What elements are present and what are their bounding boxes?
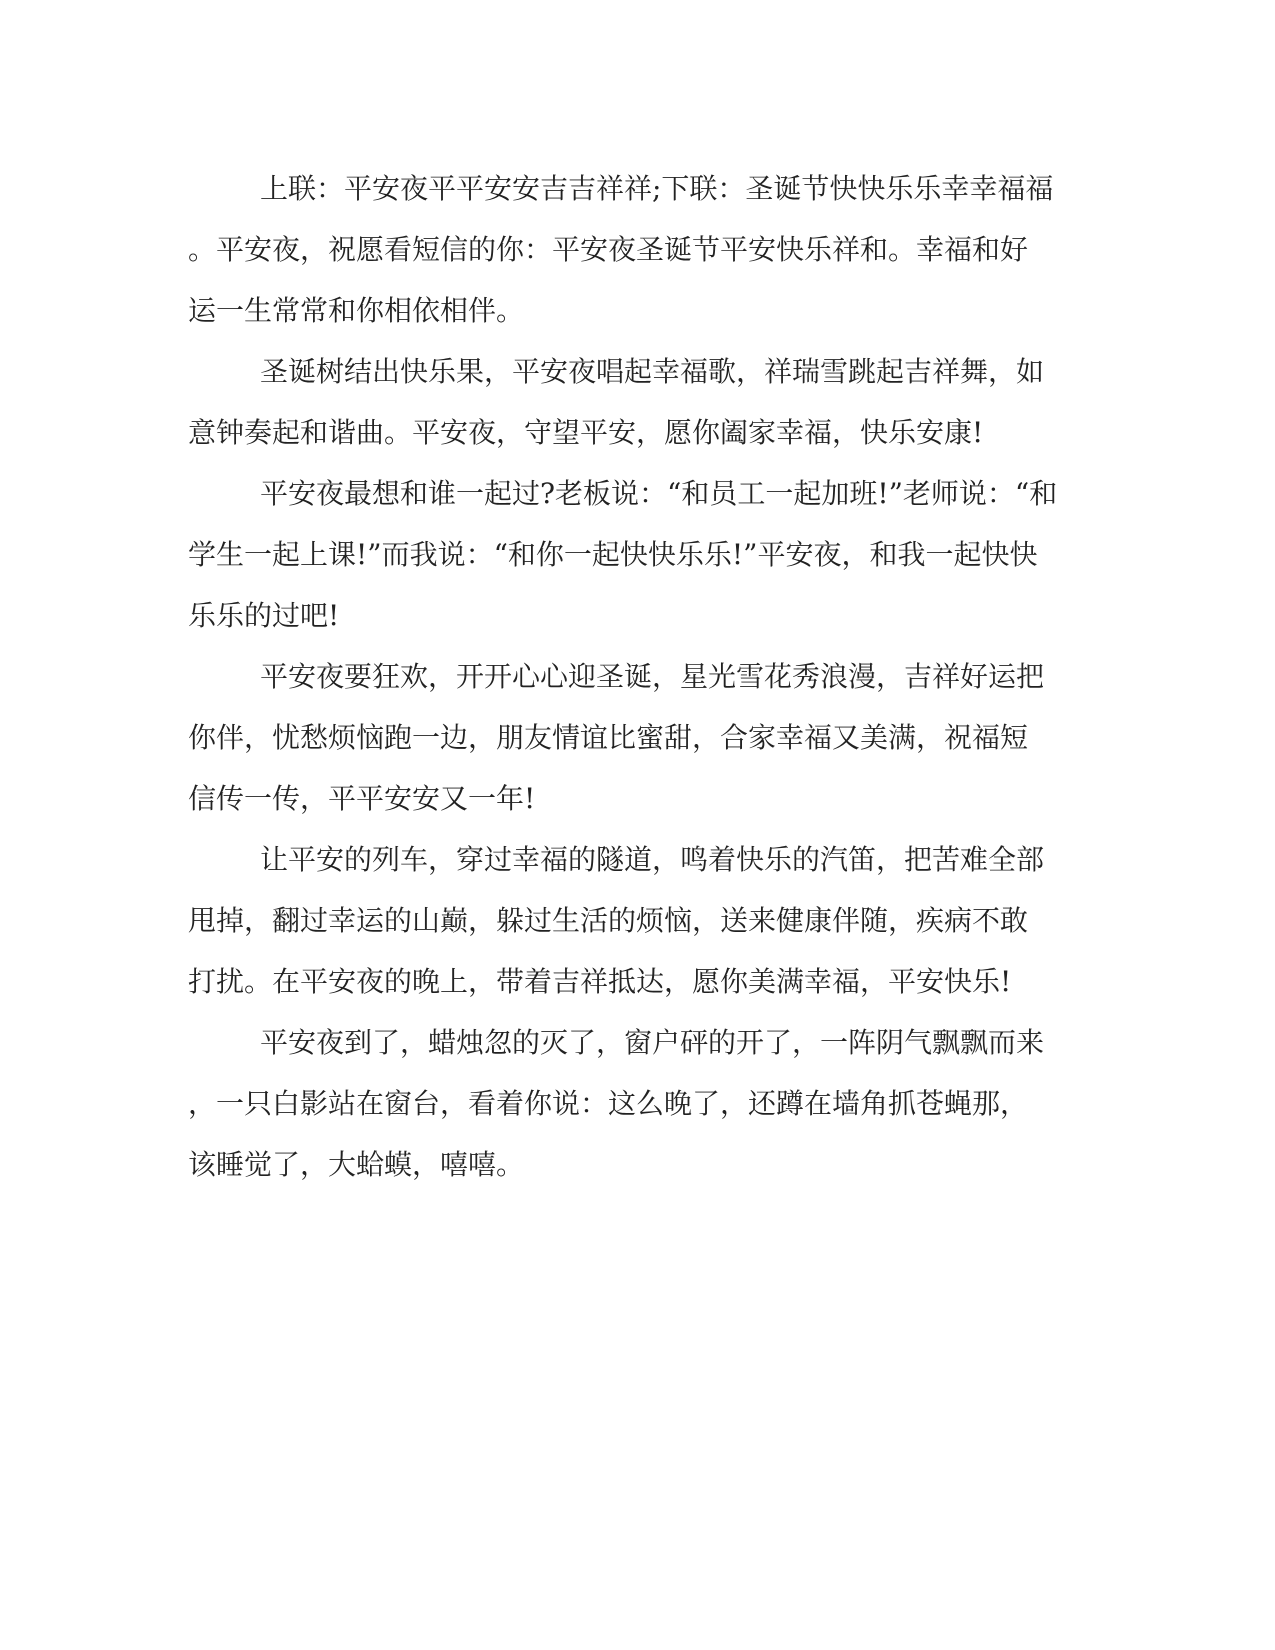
paragraph-line: 让平安的列车，穿过幸福的隧道，鸣着快乐的汽笛，把苦难全部 [260,843,1045,876]
paragraph-line: 该睡觉了，大蛤蟆，嘻嘻。 [188,1148,525,1181]
paragraph-line: 学生一起上课!”而我说：“和你一起快快乐乐!”平安夜，和我一起快快 [188,538,1038,571]
paragraph-who-to-spend-with [188,463,1088,646]
paragraph-line: 。平安夜，祝愿看短信的你：平安夜圣诞节平安快乐祥和。幸福和好 [188,233,1029,266]
document-body [188,158,1088,1195]
paragraph-line: 运一生常常和你相依相伴。 [188,294,525,327]
paragraph-carnival [188,646,1088,829]
paragraph-line: ，一只白影站在窗台，看着你说：这么晚了，还蹲在墙角抓苍蝇那， [188,1087,1029,1120]
paragraph-line: 意钟奏起和谐曲。平安夜，守望平安，愿你阖家幸福，快乐安康! [188,416,984,449]
paragraph-line: 你伴，忧愁烦恼跑一边，朋友情谊比蜜甜，合家幸福又美满，祝福短 [188,721,1029,754]
paragraph-line: 平安夜最想和谁一起过?老板说：“和员工一起加班!”老师说：“和 [260,477,1058,510]
paragraph-line: 信传一传，平平安安又一年! [188,782,536,815]
paragraph-toad-joke [188,1012,1088,1195]
paragraph-line: 平安夜要狂欢，开开心心迎圣诞，星光雪花秀浪漫，吉祥好运把 [260,660,1045,693]
paragraph-line: 打扰。在平安夜的晚上，带着吉祥抵达，愿你美满幸福，平安快乐! [188,965,1012,998]
paragraph-train [188,829,1088,1012]
paragraph-couplet [188,158,1088,341]
paragraph-line: 甩掉，翻过幸运的山巅，躲过生活的烦恼，送来健康伴随，疾病不敢 [188,904,1029,937]
paragraph-line: 上联：平安夜平平安安吉吉祥祥;下联：圣诞节快快乐乐幸幸福福 [260,172,1054,205]
paragraph-line: 圣诞树结出快乐果，平安夜唱起幸福歌，祥瑞雪跳起吉祥舞，如 [260,355,1045,388]
paragraph-line: 平安夜到了，蜡烛忽的灭了，窗户砰的开了，一阵阴气飘飘而来 [260,1026,1045,1059]
paragraph-christmas-tree [188,341,1088,463]
paragraph-line: 乐乐的过吧! [188,599,340,632]
